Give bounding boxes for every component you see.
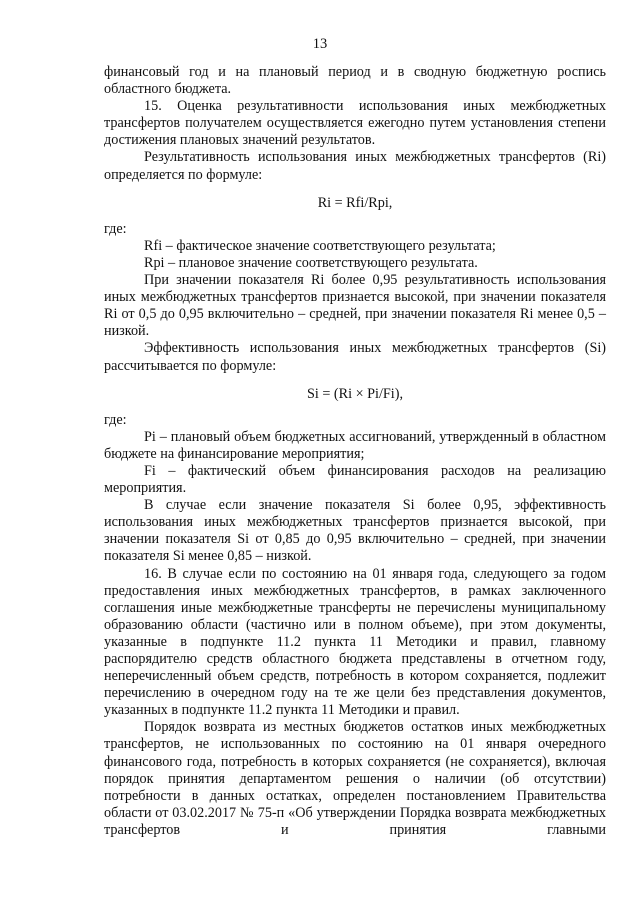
paragraph-16: 16. В случае если по состоянию на 01 января года, следующего за годом предоставления иных межбюджетных трансфертов, в рамках заключенного соглашения иные межбюджетные трансферты не перечислены муниципальному образованию области (частично или в полном объеме), при этом документы, указанные в подпункте 11.2 пункта 11 Методики и правил, главному распорядителю средств областного бюджета представлены в отчетном году, неперечисленный объем средств, потребность в котором сохраняется, подлежит перечислению в очередном году на те же цели без представления документов, указанных в подпункте 11.2 пункта 11 Методики и правил.	[104, 565, 606, 719]
definition-pi: Pi – плановый объем бюджетных ассигнований, утвержденный в областном бюджете на финансирование мероприятия;	[104, 428, 606, 462]
paragraph-15-intro: 15. Оценка результативности использования иных межбюджетных трансфертов получателем осуществляется ежегодно путем установления степени достижения плановых значений результатов.	[104, 98, 606, 149]
where-label-1: где:	[104, 220, 127, 237]
formula-ri: Ri = Rfi/Rpi,	[317, 194, 393, 211]
paragraph-si-thresholds: В случае если значение показателя Si более 0,95, эффективность использования иных межбюджетных трансфертов признается высокой, при значении показателя Si от 0,85 до 0,95 включительно – средней, при значении показателя Si менее 0,85 – низкой.	[104, 497, 606, 565]
paragraph-result-formula-intro: Результативность использования иных межбюджетных трансфертов (Ri) определяется по формуле:	[104, 149, 606, 183]
page-number: 13	[312, 36, 328, 52]
paragraph-ri-thresholds: При значении показателя Ri более 0,95 результативность использования иных межбюджетных трансфертов признается высокой, при значении показателя Ri от 0,5 до 0,95 включительно – средней, при значении показателя Ri менее 0,5 – низкой.	[104, 272, 606, 340]
formula-si: Si = (Ri × Pi/Fi),	[306, 385, 404, 402]
definition-rpi: Rpi – плановое значение соответствующего результата.	[144, 254, 478, 271]
where-label-2: где:	[104, 411, 127, 428]
paragraph-continuation: финансовый год и на плановый период и в сводную бюджетную роспись областного бюджета.	[104, 64, 606, 98]
definition-fi: Fi – фактический объем финансирования расходов на реализацию мероприятия.	[104, 462, 606, 497]
paragraph-efficiency-formula-intro: Эффективность использования иных межбюджетных трансфертов (Si) рассчитывается по формуле:	[104, 340, 606, 374]
definition-rfi: Rfi – фактическое значение соответствующего результата;	[144, 237, 496, 254]
document-body	[104, 64, 606, 839]
paragraph-return-procedure: Порядок возврата из местных бюджетов остатков иных межбюджетных трансфертов, не использованных по состоянию на 01 января очередного финансового года, потребность в которых сохраняется (не сохраняется), включая порядок принятия департаментом решения о наличии (об отсутствии) потребности в данных остатках, определен постановлением Правительства области от 03.02.2017 № 75-п «Об утверждении Порядка возврата межбюджетных трансфертов и принятия главными	[104, 719, 606, 838]
